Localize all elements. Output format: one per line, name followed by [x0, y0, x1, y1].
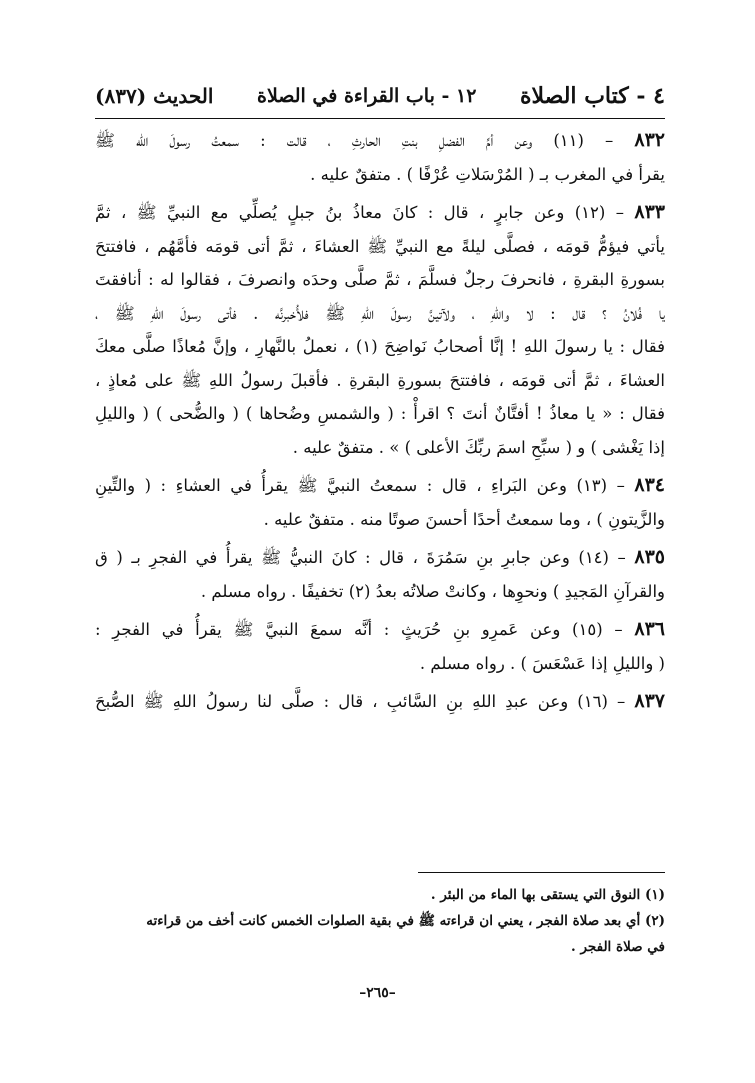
text-line: ٨٣٧ – (١٦) وعن عبدِ اللهِ بنِ السَّائبِ ، قال : صلَّى لنا رسولُ اللهِ ﷺ الصُّبحَ: [95, 690, 665, 712]
hadith-number: ٨٣٦: [634, 618, 665, 640]
page-number: –٢٦٥–: [359, 985, 396, 1001]
hadith-number: ٨٣٤: [634, 474, 665, 496]
footnote-2: (٢) أي بعد صلاة الفجر ، يعني ان قراءته ﷺ في بقية الصلوات الخمس كانت أخف من قراءته: [146, 913, 665, 929]
footnotes: [95, 882, 665, 960]
text-line: فقال : « يا معاذُ ! أفتَّانٌ أنتَ ؟ اقرأْ : ( والشمسِ وضُحاها ) ( والضُّحى ) ( والليلِ: [95, 404, 665, 423]
footnote-1: (١) النوق التي يستقى بها الماء من البئر .: [430, 887, 665, 903]
text-line: ٨٣٥ – (١٤) وعن جابرِ بنِ سَمُرَةَ ، قال : كانَ النبيُّ ﷺ يقرأُ في الفجرِ بـ ( ق: [95, 546, 665, 568]
text-line: بسورةِ البقرةِ ، فانحرفَ رجلٌ فسلَّمَ ، ثمَّ صلَّى وحدَه وانصرفَ ، فقالوا له : أنافقتَ: [95, 270, 665, 289]
hadith-834: [95, 469, 665, 536]
hadith-833: [95, 196, 665, 464]
footnote-2-continued: في صلاة الفجر .: [571, 939, 665, 955]
text-line: العشاءَ ، ثمَّ أتى قومَه ، فافتتحَ بسورةِ البقرةِ . فأقبلَ رسولُ اللهِ ﷺ على مُعاذٍ ،: [95, 370, 665, 390]
text-line: يقرأ في المغرب بـ ( المُرْسَلاتِ عُرْفًا ) . متفقٌ عليه .: [310, 164, 665, 184]
text-line: فقال : يا رسولَ اللهِ ! إنَّا أصحابُ نَواضِحَ (١) ، نعملُ بالنَّهارِ ، وإنَّ مُعاذًا صلَّى معكَ: [95, 337, 665, 356]
footnote-divider: [418, 872, 665, 873]
text-line: يأتي فيؤمُّ قومَه ، فصلَّى ليلةً مع النبيِّ ﷺ العشاءَ ، ثمَّ أتى قومَه فأمَّهُم ، فافتتحَ: [95, 236, 665, 256]
header-divider: [95, 118, 665, 119]
text-line: ( والليلِ إذا عَسْعَسَ ) . رواه مسلم .: [419, 653, 665, 673]
text-line: والزَّيتونِ ) ، وما سمعتُ أحدًا أحسنَ صوتًا منه . متفقٌ عليه .: [263, 509, 665, 529]
hadith-836: [95, 613, 665, 680]
text-line: يا فُلانُ ؟ قال : لا واللهِ ، ولآتينَّ رسولَ اللهِ ﷺ فلأُخبرنَّه . فأتى رسولَ اللهِ ﷺ ،: [95, 303, 665, 323]
text-line: والقرآنِ المَجيدِ ) ونحوِها ، وكانتْ صلاتُه بعدُ (٢) تخفيفًا . رواه مسلم .: [200, 581, 665, 601]
hadith-number: ٨٣٢: [634, 129, 665, 151]
section-title: ١٢ - باب القراءة في الصلاة: [256, 85, 477, 107]
hadith-837: [95, 685, 665, 719]
page-header: [95, 78, 665, 114]
text-line: ٨٣٢ – (١١) وعن أمِّ الفضلِ بنتِ الحارثِ ، قالت : سمعتُ رسولَ الله ﷺ: [95, 129, 665, 151]
text-line: ٨٣٦ – (١٥) وعن عَمرِو بنِ حُرَيثٍ : أنَّه سمعَ النبيَّ ﷺ يقرأُ في الفجرِ :: [95, 618, 665, 640]
hadith-835: [95, 541, 665, 608]
chapter-title: ٤ - كتاب الصلاة: [519, 83, 665, 109]
hadith-832: [95, 124, 665, 191]
hadith-range: الحديث (٨٣٧): [95, 84, 214, 108]
page-body: [95, 124, 665, 724]
text-line: ٨٣٤ – (١٣) وعن البَراءِ ، قال : سمعتُ النبيَّ ﷺ يقرأُ في العشاءِ : ( والتِّينِ: [95, 474, 665, 496]
text-line: ٨٣٣ – (١٢) وعن جابرٍ ، قال : كانَ معاذُ بنُ جبلٍ يُصلِّي مع النبيِّ ﷺ ، ثمَّ: [95, 201, 665, 223]
hadith-number: ٨٣٧: [634, 690, 665, 712]
hadith-number: ٨٣٣: [634, 201, 665, 223]
hadith-number: ٨٣٥: [634, 546, 665, 568]
text-line: إذا يَغْشى ) و ( سبِّحِ اسمَ ربِّكَ الأعلى ) » . متفقٌ عليه .: [292, 437, 665, 457]
